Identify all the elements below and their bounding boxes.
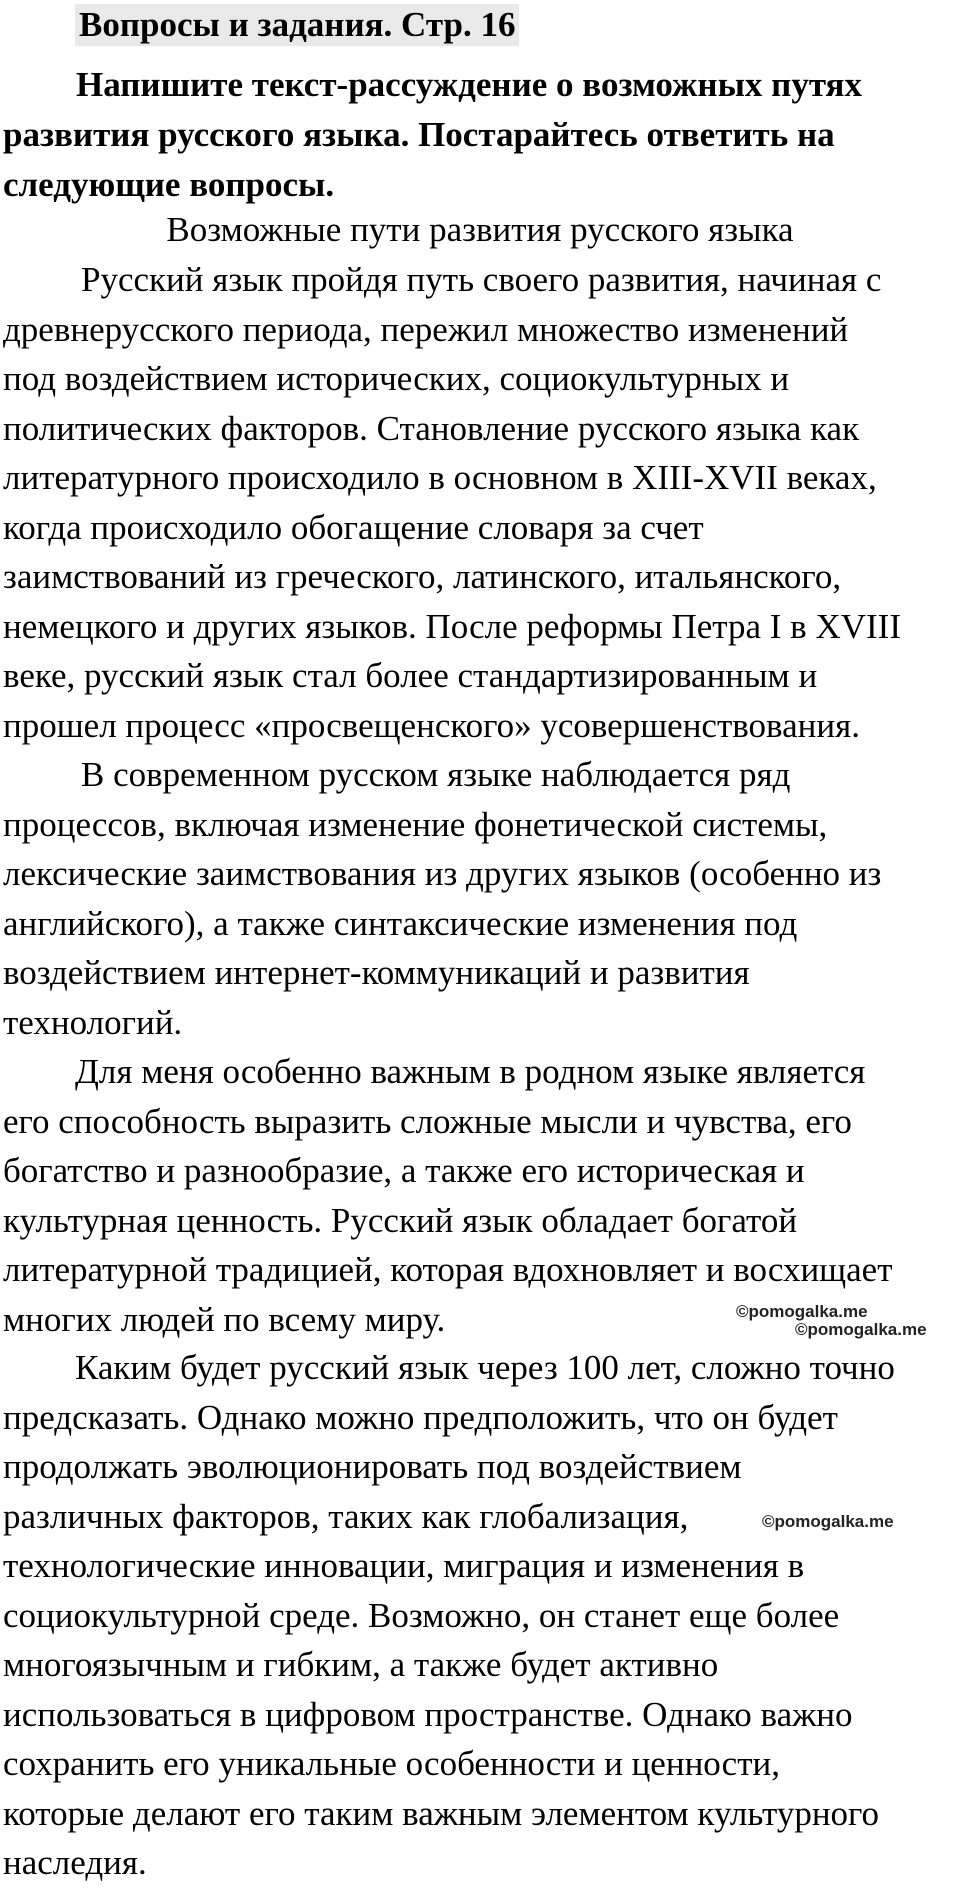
paragraph-line: под воздействием исторических, социокультурных и bbox=[3, 359, 790, 398]
paragraph-line: технологий. bbox=[3, 1002, 183, 1042]
paragraph-line: В современном русском языке наблюдается ряд bbox=[81, 755, 791, 794]
watermark: ©pomogalka.me bbox=[736, 1302, 868, 1321]
paragraph-line: Каким будет русский язык через 100 лет, сложно точно bbox=[75, 1348, 895, 1387]
paragraph-line: лексические заимствования из других языков (особенно из bbox=[3, 854, 882, 893]
paragraph-line: когда происходило обогащение словаря за счет bbox=[3, 507, 704, 547]
essay-paragraph-4 bbox=[3, 1343, 958, 1888]
paragraph-line: многоязычным и гибким, а также будет активно bbox=[3, 1645, 719, 1684]
paragraph-line: воздействием интернет-коммуникаций и развития bbox=[3, 953, 750, 992]
paragraph-line: английского), а также синтаксические изменения под bbox=[3, 903, 798, 943]
watermark: ©pomogalka.me bbox=[762, 1512, 894, 1531]
paragraph-line: наследия. bbox=[3, 1843, 147, 1882]
paragraph-line: продолжать эволюционировать под воздействием bbox=[3, 1447, 742, 1486]
paragraph-line: различных факторов, таких как глобализация, bbox=[3, 1496, 689, 1536]
paragraph-line: технологические инновации, миграция и изменения в bbox=[3, 1546, 805, 1585]
paragraph-line: социокультурной среде. Возможно, он станет еще более bbox=[3, 1595, 840, 1635]
paragraph-line: сохранить его уникальные особенности и ценности, bbox=[3, 1744, 780, 1783]
task-line: следующие вопросы. bbox=[3, 165, 335, 204]
paragraph-line: культурная ценность. Русский язык обладает богатой bbox=[3, 1200, 798, 1240]
task-line: Напишите текст-рассуждение о возможных путях bbox=[76, 65, 862, 104]
paragraph-line: литературного происходило в основном в XIII-XVII веках, bbox=[3, 458, 877, 497]
paragraph-line: немецкого и других языков. После реформы Петра I в XVIII bbox=[3, 606, 901, 646]
essay-paragraph-1 bbox=[3, 255, 958, 750]
paragraph-line: многих людей по всему миру. bbox=[3, 1299, 446, 1339]
task-line: развития русского языка. Постарайтесь ответить на bbox=[3, 115, 835, 154]
essay-paragraph-2 bbox=[3, 750, 958, 1047]
paragraph-line: Русский язык пройдя путь своего развития, начиная с bbox=[81, 260, 882, 299]
watermark: ©pomogalka.me bbox=[795, 1320, 927, 1339]
task-prompt bbox=[3, 60, 953, 210]
paragraph-line: которые делают его таким важным элементом культурного bbox=[3, 1793, 880, 1833]
paragraph-line: веке, русский язык стал более стандартизированным и bbox=[3, 656, 818, 695]
paragraph-line: политических факторов. Становление русского языка как bbox=[3, 408, 860, 448]
paragraph-line: его способность выразить сложные мысли и чувства, его bbox=[3, 1101, 852, 1141]
paragraph-line: предсказать. Однако можно предположить, что он будет bbox=[3, 1397, 838, 1437]
paragraph-line: литературной традицией, которая вдохновляет и восхищает bbox=[3, 1250, 893, 1289]
paragraph-line: богатство и разнообразие, а также его историческая и bbox=[3, 1151, 805, 1190]
essay-paragraph-3 bbox=[3, 1047, 958, 1344]
section-heading: Вопросы и задания. Стр. 16 bbox=[75, 4, 519, 46]
essay-title: Возможные пути развития русского языка bbox=[166, 210, 794, 249]
paragraph-line: Для меня особенно важным в родном языке является bbox=[75, 1052, 866, 1091]
paragraph-line: древнерусского периода, пережил множество изменений bbox=[3, 309, 849, 349]
paragraph-line: заимствований из греческого, латинского, итальянского, bbox=[3, 557, 842, 596]
paragraph-line: прошел процесс «просвещенского» усовершенствования. bbox=[3, 705, 860, 745]
paragraph-line: процессов, включая изменение фонетической системы, bbox=[3, 804, 828, 844]
paragraph-line: использоваться в цифровом пространстве. Однако важно bbox=[3, 1694, 853, 1734]
